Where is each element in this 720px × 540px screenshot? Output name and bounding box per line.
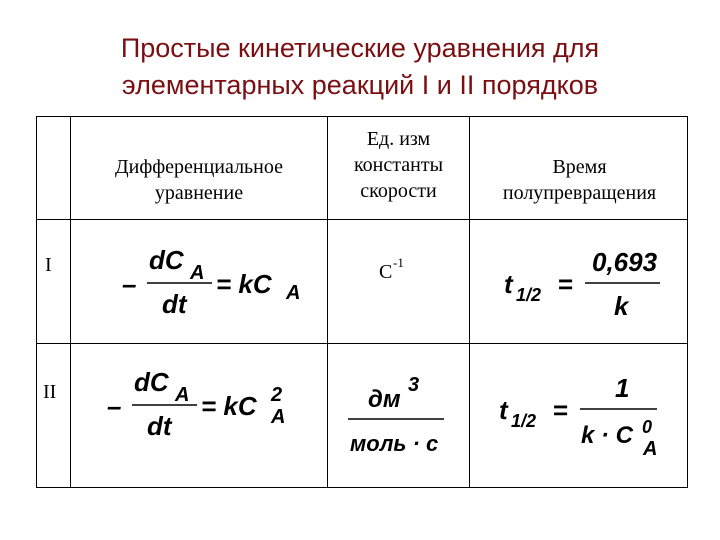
formula-text: 1/2 (511, 411, 537, 431)
first-order-half-life (492, 235, 682, 335)
formula-text: A (286, 282, 301, 304)
formula-text: -1 (393, 255, 404, 270)
formula-text: A (190, 262, 205, 284)
formula-text: dt (147, 411, 172, 441)
row-label-second-order: II (43, 381, 57, 403)
formula-text: – (122, 269, 137, 299)
row-label-first-order: I (45, 254, 52, 276)
formula-text: – (107, 391, 122, 421)
formula-text: dt (162, 289, 187, 319)
formula-text: = (553, 395, 569, 425)
formula-text: A (643, 438, 658, 460)
slide-title (0, 30, 720, 104)
formula-text: A (175, 384, 190, 406)
formula-text: 0,693 (592, 247, 658, 277)
header-half-life: Время полупревращения (502, 156, 657, 204)
formula-text: t (499, 395, 508, 425)
formula-text: = kC (201, 391, 257, 421)
formula-text: 2 (271, 384, 283, 406)
formula-text: k · C (581, 422, 634, 449)
formula-text: дм (368, 386, 401, 413)
formula-text: = kC (216, 269, 272, 299)
first-order-rate-equation (112, 235, 322, 335)
formula-text: 3 (408, 374, 420, 396)
second-order-rate-equation (97, 357, 322, 457)
kinetics-table (36, 116, 688, 488)
formula-text: dC (134, 367, 169, 397)
formula-text: 0 (642, 417, 653, 437)
title-line-1: Простые кинетические уравнения для (120, 33, 600, 63)
title-line-2: элементарных реакций I и II порядков (121, 70, 599, 100)
row-divider (37, 219, 687, 220)
row-divider (37, 343, 687, 344)
formula-text: dC (149, 245, 184, 275)
header-rate-constant-units: Ед. изм константы скорости (353, 128, 444, 202)
first-order-unit (328, 247, 469, 297)
formula-text: 1 (615, 373, 630, 403)
second-order-unit (328, 365, 469, 465)
second-order-half-life (487, 357, 682, 467)
formula-text: t (504, 269, 513, 299)
header-differential-equation: Дифференциальное уравнение (115, 156, 283, 204)
formula-text: k (614, 291, 629, 321)
formula-text: = (558, 269, 574, 299)
formula-text: C (379, 261, 393, 283)
formula-text: A (271, 406, 286, 428)
formula-text: 1/2 (516, 285, 542, 305)
formula-text: моль · c (350, 431, 439, 456)
